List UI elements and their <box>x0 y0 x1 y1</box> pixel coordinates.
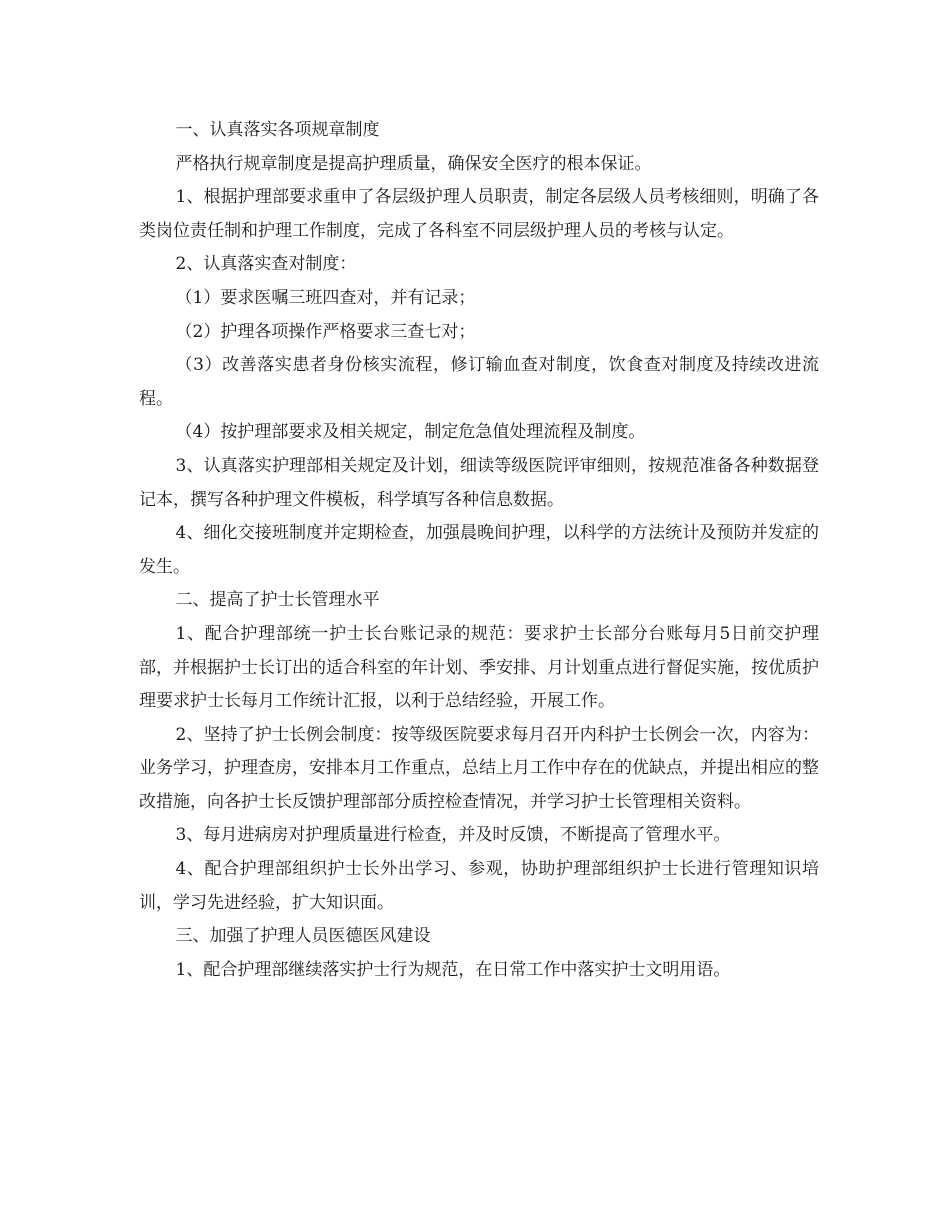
document-body <box>139 114 819 987</box>
paragraph: （2）护理各项操作严格要求三查七对； <box>175 321 476 342</box>
paragraph: 1、配合护理部统一护士长台账记录的规范：要求护士长部分台账每月5日前交护理部，并根据护士长订出的适合科室的年计划、季安排、月计划重点进行督促实施，按优质护理要求护士长每月工作统计汇报，以利于总结经验，开展工作。 <box>139 623 819 712</box>
section-heading-1: 一、认真落实各项规章制度 <box>175 120 380 140</box>
paragraph: 1、根据护理部要求重申了各层级护理人员职责，制定各层级人员考核细则，明确了各类岗位责任制和护理工作制度，完成了各科室不同层级护理人员的考核与认定。 <box>139 187 819 241</box>
paragraph: 3、每月进病房对护理质量进行检查，并及时反馈，不断提高了管理水平。 <box>175 825 731 846</box>
paragraph: 2、认真落实查对制度： <box>175 254 357 275</box>
paragraph: 4、配合护理部组织护士长外出学习、参观，协助护理部组织护士长进行管理知识培训，学习先进经验，扩大知识面。 <box>139 859 819 913</box>
paragraph: 2、坚持了护士长例会制度：按等级医院要求每月召开内科护士长例会一次，内容为：业务学习，护理查房，安排本月工作重点，总结上月工作中存在的优缺点，并提出相应的整改措施，向各护士长反馈护理部部分质控检查情况，并学习护士长管理相关资料。 <box>139 724 819 812</box>
paragraph: 1、配合护理部继续落实护士行为规范，在日常工作中落实护士文明用语。 <box>175 959 731 980</box>
section-heading-2: 二、提高了护士长管理水平 <box>175 590 380 611</box>
paragraph: 4、细化交接班制度并定期检查，加强晨晚间护理，以科学的方法统计及预防并发症的发生。 <box>139 523 819 577</box>
paragraph: （1）要求医嘱三班四查对，并有记录； <box>175 287 476 308</box>
paragraph: （3）改善落实患者身份核实流程，修订输血查对制度，饮食查对制度及持续改进流程。 <box>139 355 819 409</box>
paragraph: （4）按护理部要求及相关规定，制定危急值处理流程及制度。 <box>175 422 646 443</box>
paragraph: 3、认真落实护理部相关规定及计划，细读等级医院评审细则，按规范准备各种数据登记本，撰写各种护理文件模板，科学填写各种信息数据。 <box>139 455 819 510</box>
paragraph: 严格执行规章制度是提高护理质量，确保安全医疗的根本保证。 <box>175 153 652 174</box>
section-heading-3: 三、加强了护理人员医德医风建设 <box>175 926 431 947</box>
